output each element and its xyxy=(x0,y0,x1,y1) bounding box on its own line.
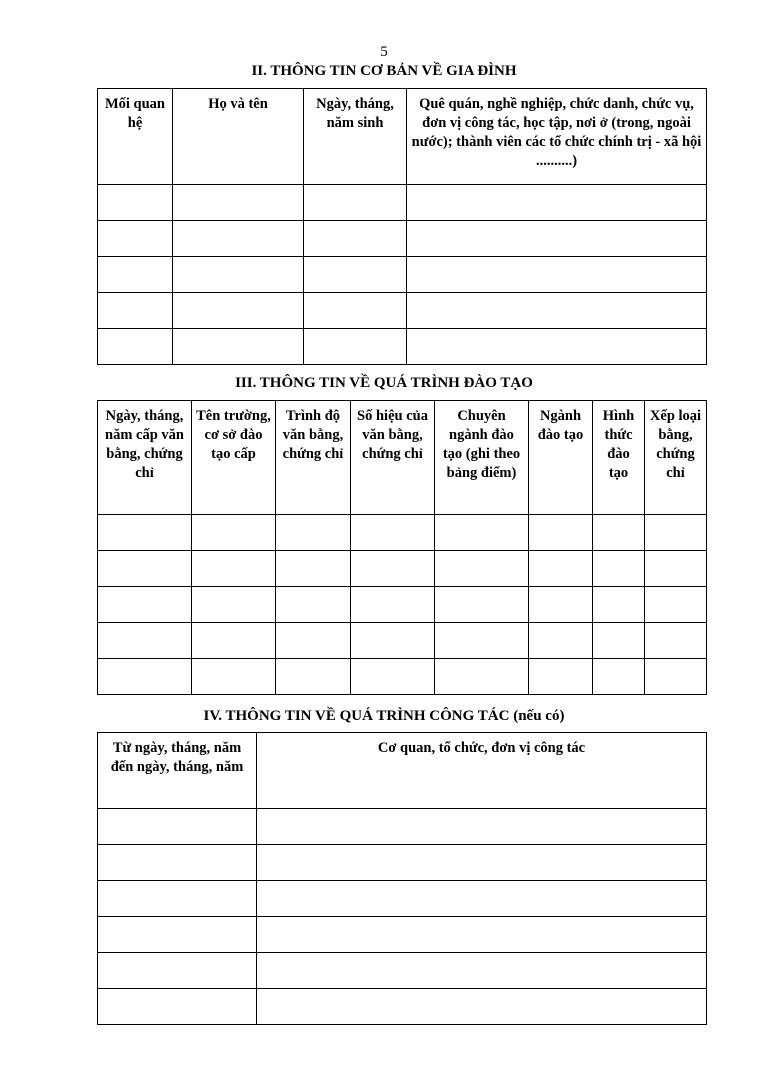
table-cell[interactable] xyxy=(351,551,435,587)
family-header-details: Quê quán, nghề nghiệp, chức danh, chức vụ, đơn vị công tác, học tập, nơi ở (trong, ngoài nước); thành viên các tổ chức chính trị - xã hội ..........) xyxy=(407,89,707,185)
training-header-specialization: Chuyên ngành đào tạo (ghi theo bảng điểm) xyxy=(435,401,529,515)
table-cell[interactable] xyxy=(257,917,707,953)
family-header-birthdate: Ngày, tháng, năm sinh xyxy=(304,89,407,185)
table-cell[interactable] xyxy=(257,989,707,1025)
work-header-period: Từ ngày, tháng, năm đến ngày, tháng, năm xyxy=(98,733,257,809)
table-cell[interactable] xyxy=(257,845,707,881)
section-training-title: III. THÔNG TIN VỀ QUÁ TRÌNH ĐÀO TẠO xyxy=(235,375,533,391)
training-header-grade: Xếp loại bằng, chứng chỉ xyxy=(645,401,707,515)
family-header-name: Họ và tên xyxy=(173,89,304,185)
table-cell[interactable] xyxy=(276,659,351,695)
table-cell[interactable] xyxy=(645,587,707,623)
table-cell[interactable] xyxy=(98,293,173,329)
table-cell[interactable] xyxy=(351,587,435,623)
table-cell[interactable] xyxy=(351,659,435,695)
training-table xyxy=(97,400,707,695)
table-cell[interactable] xyxy=(98,551,192,587)
table-cell[interactable] xyxy=(351,515,435,551)
table-cell[interactable] xyxy=(276,587,351,623)
table-cell[interactable] xyxy=(98,515,192,551)
table-cell[interactable] xyxy=(593,515,645,551)
table-row xyxy=(98,917,707,953)
table-cell[interactable] xyxy=(407,329,707,365)
table-cell[interactable] xyxy=(435,551,529,587)
table-cell[interactable] xyxy=(98,845,257,881)
table-cell[interactable] xyxy=(98,623,192,659)
training-header-field: Ngành đào tạo xyxy=(529,401,593,515)
table-cell[interactable] xyxy=(304,185,407,221)
table-cell[interactable] xyxy=(257,809,707,845)
table-cell[interactable] xyxy=(257,953,707,989)
table-row xyxy=(98,881,707,917)
table-cell[interactable] xyxy=(276,623,351,659)
table-cell[interactable] xyxy=(407,221,707,257)
training-header-certificate-number: Số hiệu của văn bằng, chứng chỉ xyxy=(351,401,435,515)
table-cell[interactable] xyxy=(173,329,304,365)
table-cell[interactable] xyxy=(192,587,276,623)
table-row xyxy=(98,551,707,587)
table-cell[interactable] xyxy=(98,917,257,953)
page-number: 5 xyxy=(380,44,388,60)
table-cell[interactable] xyxy=(98,953,257,989)
table-cell[interactable] xyxy=(407,293,707,329)
table-row xyxy=(98,257,707,293)
table-cell[interactable] xyxy=(98,587,192,623)
table-cell[interactable] xyxy=(351,623,435,659)
table-cell[interactable] xyxy=(645,551,707,587)
table-cell[interactable] xyxy=(529,587,593,623)
table-cell[interactable] xyxy=(593,623,645,659)
table-cell[interactable] xyxy=(407,257,707,293)
table-row xyxy=(98,623,707,659)
table-row xyxy=(98,659,707,695)
table-cell[interactable] xyxy=(173,185,304,221)
training-header-school: Tên trường, cơ sở đào tạo cấp xyxy=(192,401,276,515)
table-cell[interactable] xyxy=(98,221,173,257)
table-row xyxy=(98,515,707,551)
table-cell[interactable] xyxy=(529,659,593,695)
table-cell[interactable] xyxy=(529,515,593,551)
training-header-level: Trình độ văn bằng, chứng chỉ xyxy=(276,401,351,515)
table-cell[interactable] xyxy=(593,587,645,623)
table-cell[interactable] xyxy=(98,809,257,845)
training-header-issue-date: Ngày, tháng, năm cấp văn bằng, chứng chỉ xyxy=(98,401,192,515)
table-cell[interactable] xyxy=(304,221,407,257)
table-cell[interactable] xyxy=(173,221,304,257)
table-cell[interactable] xyxy=(192,623,276,659)
table-cell[interactable] xyxy=(304,293,407,329)
table-cell[interactable] xyxy=(304,257,407,293)
table-row xyxy=(98,185,707,221)
table-cell[interactable] xyxy=(257,881,707,917)
family-header-relation: Mối quan hệ xyxy=(98,89,173,185)
table-cell[interactable] xyxy=(98,329,173,365)
table-cell[interactable] xyxy=(645,515,707,551)
table-row xyxy=(98,809,707,845)
work-table xyxy=(97,732,707,1025)
table-cell[interactable] xyxy=(304,329,407,365)
table-cell[interactable] xyxy=(98,881,257,917)
table-row xyxy=(98,587,707,623)
table-cell[interactable] xyxy=(435,587,529,623)
table-cell[interactable] xyxy=(593,659,645,695)
table-row xyxy=(98,329,707,365)
training-header-form: Hình thức đào tạo xyxy=(593,401,645,515)
work-header-organization: Cơ quan, tổ chức, đơn vị công tác xyxy=(257,733,707,809)
table-cell[interactable] xyxy=(529,551,593,587)
table-row xyxy=(98,845,707,881)
table-cell[interactable] xyxy=(645,659,707,695)
table-cell[interactable] xyxy=(645,623,707,659)
table-cell[interactable] xyxy=(593,551,645,587)
table-row xyxy=(98,221,707,257)
table-cell[interactable] xyxy=(407,185,707,221)
section-work-title: IV. THÔNG TIN VỀ QUÁ TRÌNH CÔNG TÁC (nếu có) xyxy=(203,708,565,724)
table-cell[interactable] xyxy=(98,257,173,293)
table-cell[interactable] xyxy=(276,551,351,587)
table-cell[interactable] xyxy=(192,659,276,695)
table-row xyxy=(98,293,707,329)
table-cell[interactable] xyxy=(173,293,304,329)
table-cell[interactable] xyxy=(173,257,304,293)
family-table xyxy=(97,88,707,365)
table-cell[interactable] xyxy=(435,659,529,695)
table-cell[interactable] xyxy=(98,185,173,221)
table-cell[interactable] xyxy=(435,515,529,551)
table-cell[interactable] xyxy=(98,989,257,1025)
table-cell[interactable] xyxy=(435,623,529,659)
table-cell[interactable] xyxy=(276,515,351,551)
table-row xyxy=(98,989,707,1025)
table-row xyxy=(98,953,707,989)
section-family-title: II. THÔNG TIN CƠ BẢN VỀ GIA ĐÌNH xyxy=(251,63,517,79)
table-cell[interactable] xyxy=(529,623,593,659)
table-cell[interactable] xyxy=(192,515,276,551)
table-cell[interactable] xyxy=(192,551,276,587)
table-cell[interactable] xyxy=(98,659,192,695)
